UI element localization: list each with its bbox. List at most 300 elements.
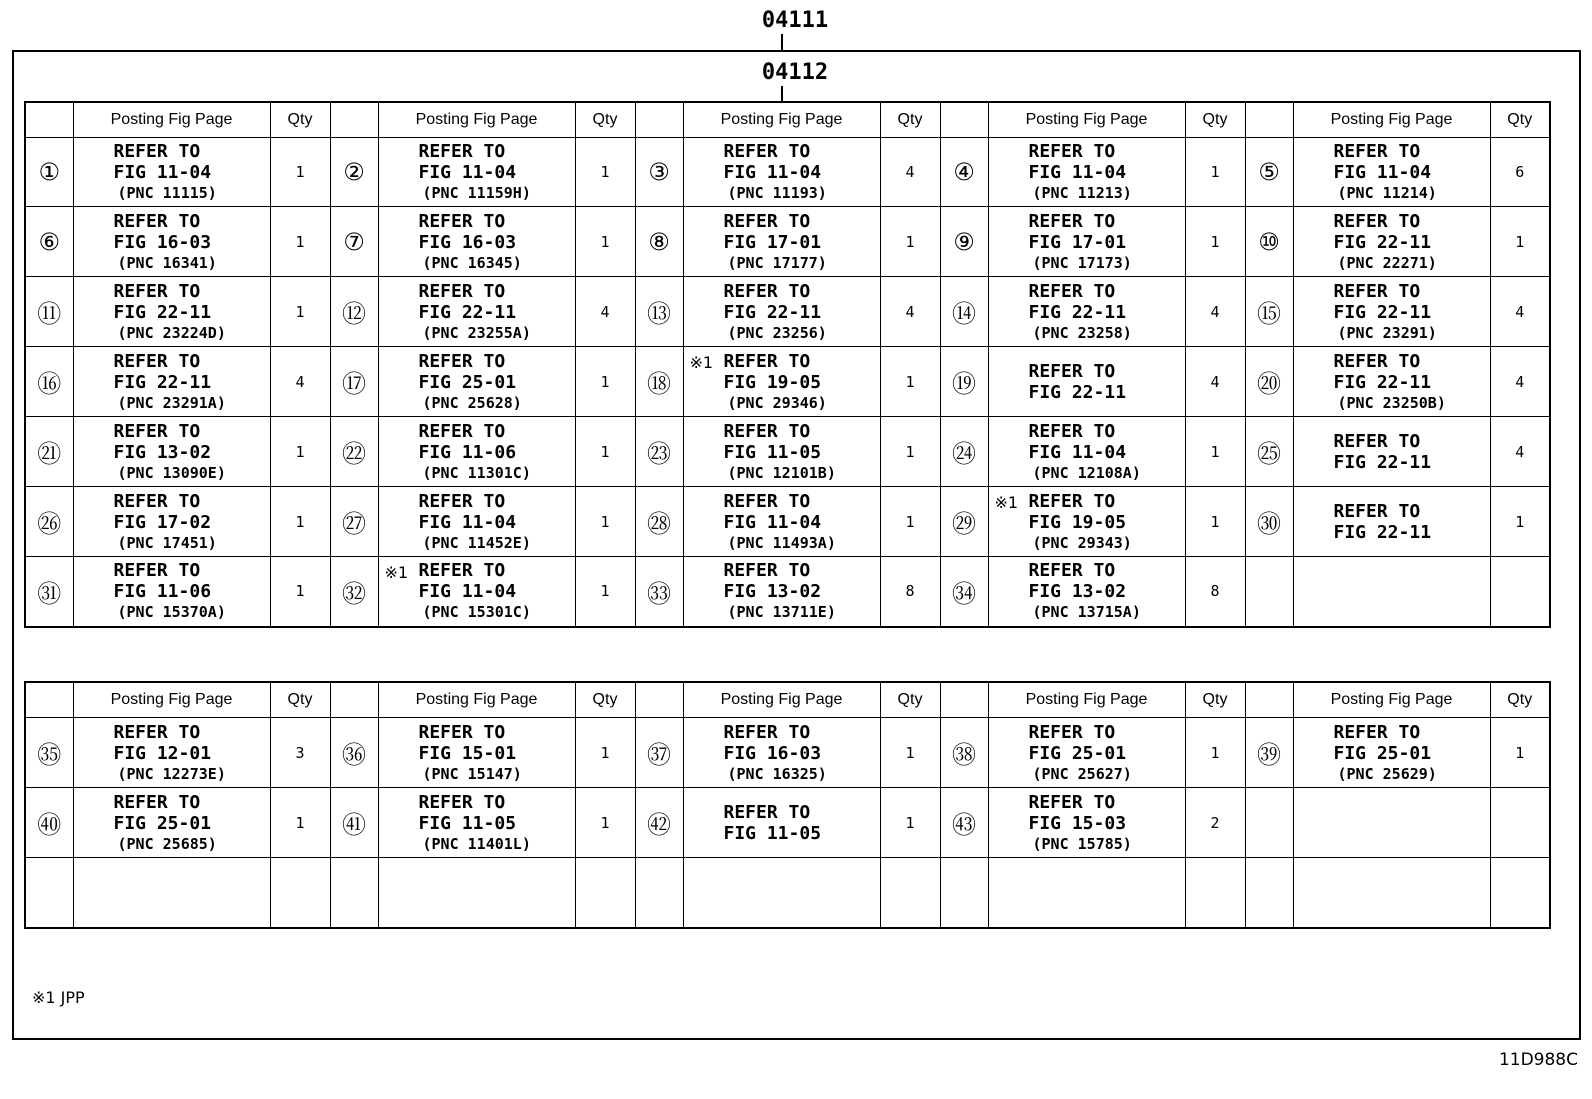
posting-fig-page-cell bbox=[1293, 207, 1490, 277]
header-qty: Qty bbox=[1185, 682, 1245, 718]
refer-to-text: REFER TO bbox=[113, 791, 201, 813]
pnc-number: (PNC 11401L) bbox=[422, 834, 531, 853]
item-number-cell bbox=[25, 417, 73, 487]
posting-fig-page-cell bbox=[988, 788, 1185, 858]
pnc-number: (PNC 15370A) bbox=[117, 603, 226, 622]
pnc-number: (PNC 12101B) bbox=[727, 463, 836, 482]
qty-cell: 1 bbox=[880, 207, 940, 277]
header-num-cell bbox=[25, 682, 73, 718]
fig-reference-link[interactable]: FIG 11-06 bbox=[113, 581, 212, 603]
item-callout-number[interactable]: ㉕ bbox=[1257, 440, 1281, 468]
item-callout-number[interactable]: ㊵ bbox=[37, 811, 62, 839]
refer-to-text: REFER TO bbox=[418, 791, 506, 813]
fig-reference-link[interactable]: FIG 25-01 bbox=[1028, 742, 1127, 764]
item-number-cell bbox=[1245, 788, 1293, 858]
fig-reference-link[interactable]: FIG 19-05 bbox=[723, 371, 822, 393]
qty-cell: 1 bbox=[1490, 487, 1550, 557]
refer-to-text: REFER TO bbox=[1028, 490, 1116, 512]
item-callout-number[interactable]: ⑩ bbox=[1258, 227, 1280, 256]
pnc-number: (PNC 25629) bbox=[1337, 764, 1437, 783]
item-callout-number[interactable]: ㉔ bbox=[952, 440, 976, 468]
refer-to-text: REFER TO bbox=[1028, 141, 1116, 162]
item-number-cell bbox=[1245, 207, 1293, 277]
top-code-leader bbox=[781, 34, 783, 50]
header-num-cell bbox=[635, 682, 683, 718]
pnc-number: (PNC 13715A) bbox=[1032, 603, 1141, 622]
fig-reference-link[interactable]: FIG 22-11 bbox=[1333, 371, 1432, 393]
refer-to-text: REFER TO bbox=[723, 210, 811, 232]
item-number-cell bbox=[1245, 858, 1293, 928]
posting-fig-page-cell bbox=[73, 207, 270, 277]
table-row bbox=[25, 487, 1550, 557]
item-callout-number[interactable]: ㊳ bbox=[952, 741, 976, 769]
fig-reference-link[interactable]: FIG 13-02 bbox=[723, 581, 822, 603]
posting-fig-page-cell bbox=[73, 417, 270, 487]
header-posting-fig-page: Posting Fig Page bbox=[73, 682, 270, 718]
qty-cell: 1 bbox=[270, 277, 330, 347]
header-qty: Qty bbox=[1490, 682, 1550, 718]
refer-to-text: REFER TO bbox=[1028, 280, 1116, 302]
pnc-number: (PNC 23255A) bbox=[422, 323, 531, 342]
refer-to-text: REFER TO bbox=[1333, 210, 1421, 232]
refer-to-text: REFER TO bbox=[723, 801, 811, 823]
refer-to-text: REFER TO bbox=[113, 560, 201, 582]
fig-reference-link[interactable]: FIG 22-11 bbox=[113, 301, 212, 323]
header-posting-fig-page: Posting Fig Page bbox=[988, 682, 1185, 718]
fig-reference-link[interactable]: FIG 13-02 bbox=[1028, 581, 1127, 603]
pnc-number: (PNC 23256) bbox=[727, 323, 827, 342]
fig-reference-link[interactable]: FIG 22-11 bbox=[1333, 521, 1432, 543]
item-callout-number[interactable]: ㉗ bbox=[342, 510, 366, 538]
posting-fig-page-cell bbox=[73, 277, 270, 347]
qty-cell: 3 bbox=[270, 718, 330, 788]
posting-fig-page-cell bbox=[1293, 138, 1490, 207]
fig-reference-link[interactable]: FIG 22-11 bbox=[1333, 451, 1432, 473]
pnc-number: (PNC 11159H) bbox=[422, 184, 531, 202]
qty-cell: 4 bbox=[1185, 277, 1245, 347]
fig-reference-link[interactable]: FIG 16-03 bbox=[418, 231, 517, 253]
qty-cell: 1 bbox=[575, 557, 635, 627]
posting-fig-page-cell bbox=[73, 347, 270, 417]
refer-to-text: REFER TO bbox=[723, 560, 811, 582]
posting-fig-page-cell bbox=[378, 417, 575, 487]
item-number-cell bbox=[940, 557, 988, 627]
posting-fig-page-cell bbox=[378, 788, 575, 858]
item-number-cell bbox=[1245, 557, 1293, 627]
item-callout-number[interactable]: ㊷ bbox=[647, 811, 671, 839]
posting-fig-page-cell bbox=[73, 788, 270, 858]
fig-reference-link[interactable]: FIG 17-02 bbox=[113, 511, 212, 533]
refer-to-text: REFER TO bbox=[1028, 560, 1116, 582]
fig-reference-link[interactable]: FIG 11-05 bbox=[418, 812, 517, 834]
item-number-cell bbox=[635, 557, 683, 627]
fig-reference-link[interactable]: FIG 11-04 bbox=[418, 162, 517, 183]
pnc-number: (PNC 11452E) bbox=[422, 533, 531, 552]
refer-to-text: REFER TO bbox=[1028, 420, 1116, 442]
item-callout-number[interactable]: ㉒ bbox=[342, 440, 366, 468]
pnc-number: (PNC 11214) bbox=[1337, 184, 1437, 202]
posting-fig-page-cell bbox=[378, 487, 575, 557]
header-num-cell bbox=[940, 682, 988, 718]
item-number-cell bbox=[25, 858, 73, 928]
item-callout-number[interactable]: ㉙ bbox=[952, 510, 976, 538]
refer-to-text: REFER TO bbox=[1028, 791, 1116, 813]
header-num-cell bbox=[25, 102, 73, 138]
table-header-row bbox=[25, 102, 1550, 138]
sub-part-code: 04112 bbox=[761, 60, 829, 85]
item-callout-number[interactable]: ⑳ bbox=[1257, 370, 1281, 398]
posting-fig-page-cell bbox=[1293, 347, 1490, 417]
refer-to-text: REFER TO bbox=[1333, 430, 1421, 452]
item-number-cell bbox=[635, 277, 683, 347]
posting-fig-page-cell bbox=[1293, 557, 1490, 627]
pnc-number: (PNC 17173) bbox=[1032, 253, 1132, 272]
table-header-row bbox=[25, 682, 1550, 718]
refer-to-text: REFER TO bbox=[418, 490, 506, 512]
pnc-number: (PNC 25628) bbox=[422, 393, 522, 412]
qty-cell bbox=[1490, 858, 1550, 928]
item-number-cell bbox=[25, 557, 73, 627]
item-callout-number[interactable]: ㉖ bbox=[37, 510, 62, 538]
item-number-cell bbox=[1245, 347, 1293, 417]
fig-reference-link[interactable]: FIG 11-05 bbox=[723, 441, 822, 463]
item-number-cell bbox=[635, 718, 683, 788]
refer-to-text: REFER TO bbox=[1333, 721, 1421, 743]
qty-cell: 8 bbox=[1185, 557, 1245, 627]
top-part-code: 04111 bbox=[761, 8, 829, 33]
header-num-cell bbox=[1245, 682, 1293, 718]
item-number-cell bbox=[635, 487, 683, 557]
qty-cell: 1 bbox=[270, 557, 330, 627]
pnc-number: (PNC 23291) bbox=[1337, 323, 1437, 342]
pnc-number: (PNC 15301C) bbox=[422, 603, 531, 622]
fig-reference-link[interactable]: FIG 11-05 bbox=[723, 822, 822, 844]
posting-fig-page-cell bbox=[1293, 487, 1490, 557]
fig-reference-link[interactable]: FIG 22-11 bbox=[1028, 381, 1127, 403]
pnc-number: (PNC 23250B) bbox=[1337, 393, 1446, 412]
fig-reference-link[interactable]: FIG 11-04 bbox=[723, 511, 822, 533]
item-number-cell bbox=[635, 138, 683, 207]
qty-cell: 1 bbox=[270, 207, 330, 277]
item-number-cell bbox=[330, 207, 378, 277]
item-callout-number[interactable]: ㉚ bbox=[1257, 510, 1281, 538]
pnc-number: (PNC 23291A) bbox=[117, 393, 226, 412]
pnc-number: (PNC 17177) bbox=[727, 253, 827, 272]
table-row bbox=[25, 417, 1550, 487]
fig-reference-link[interactable]: FIG 11-04 bbox=[418, 581, 517, 603]
refer-to-text: REFER TO bbox=[723, 490, 811, 512]
header-num-cell bbox=[1245, 102, 1293, 138]
header-posting-fig-page: Posting Fig Page bbox=[73, 102, 270, 138]
header-qty: Qty bbox=[575, 102, 635, 138]
qty-cell: 1 bbox=[575, 138, 635, 207]
fig-reference-link[interactable]: FIG 25-01 bbox=[418, 371, 517, 393]
posting-fig-page-cell bbox=[73, 858, 270, 928]
item-number-cell bbox=[940, 718, 988, 788]
item-number-cell bbox=[1245, 718, 1293, 788]
fig-reference-link[interactable]: FIG 17-01 bbox=[723, 231, 822, 253]
item-callout-number[interactable]: ⑭ bbox=[952, 300, 976, 328]
qty-cell: 1 bbox=[575, 417, 635, 487]
item-number-cell bbox=[635, 417, 683, 487]
item-callout-number[interactable]: ㊱ bbox=[342, 741, 366, 769]
qty-cell: 1 bbox=[880, 487, 940, 557]
table-row bbox=[25, 557, 1550, 627]
item-number-cell bbox=[25, 487, 73, 557]
qty-cell: 1 bbox=[575, 788, 635, 858]
item-callout-number[interactable]: ① bbox=[38, 158, 60, 186]
refer-to-text: REFER TO bbox=[113, 141, 201, 162]
fig-reference-link[interactable]: FIG 22-11 bbox=[418, 301, 517, 323]
item-number-cell bbox=[940, 487, 988, 557]
item-callout-number[interactable]: ② bbox=[343, 158, 365, 186]
item-callout-number[interactable]: ⑪ bbox=[37, 300, 62, 328]
refer-to-text: REFER TO bbox=[723, 721, 811, 743]
item-callout-number[interactable]: ⑥ bbox=[38, 227, 60, 256]
item-number-cell bbox=[25, 207, 73, 277]
posting-fig-page-cell bbox=[988, 487, 1185, 557]
illustration-code: 11D988C bbox=[1498, 1050, 1578, 1070]
posting-fig-page-cell bbox=[73, 718, 270, 788]
item-number-cell bbox=[635, 207, 683, 277]
item-callout-number[interactable]: ㊸ bbox=[952, 811, 976, 839]
item-callout-number[interactable]: ㉛ bbox=[37, 579, 62, 608]
qty-cell: 4 bbox=[1185, 347, 1245, 417]
item-callout-number[interactable]: ㊶ bbox=[342, 811, 366, 839]
item-number-cell bbox=[1245, 277, 1293, 347]
item-number-cell bbox=[635, 788, 683, 858]
header-qty: Qty bbox=[1185, 102, 1245, 138]
item-number-cell bbox=[330, 347, 378, 417]
item-callout-number[interactable]: ③ bbox=[648, 158, 670, 186]
posting-fig-page-cell bbox=[378, 718, 575, 788]
refer-to-text: REFER TO bbox=[723, 141, 811, 162]
header-qty: Qty bbox=[880, 682, 940, 718]
posting-fig-page-cell bbox=[683, 347, 880, 417]
refer-to-text: REFER TO bbox=[418, 141, 506, 162]
posting-fig-page-cell bbox=[378, 858, 575, 928]
qty-cell: 4 bbox=[1490, 347, 1550, 417]
posting-fig-page-cell bbox=[988, 277, 1185, 347]
posting-fig-page-cell bbox=[988, 858, 1185, 928]
header-posting-fig-page: Posting Fig Page bbox=[683, 682, 880, 718]
qty-cell: 1 bbox=[575, 347, 635, 417]
qty-cell: 1 bbox=[1185, 487, 1245, 557]
header-qty: Qty bbox=[880, 102, 940, 138]
pnc-number: (PNC 16345) bbox=[422, 253, 522, 272]
posting-fig-page-cell bbox=[683, 718, 880, 788]
item-callout-number[interactable]: ㉜ bbox=[342, 579, 366, 608]
header-qty: Qty bbox=[270, 102, 330, 138]
qty-cell: 1 bbox=[1185, 718, 1245, 788]
refer-to-text: REFER TO bbox=[113, 420, 201, 442]
header-posting-fig-page: Posting Fig Page bbox=[378, 682, 575, 718]
footnote-mark: ※1 bbox=[384, 563, 409, 582]
header-posting-fig-page: Posting Fig Page bbox=[378, 102, 575, 138]
fig-reference-link[interactable]: FIG 22-11 bbox=[1333, 231, 1432, 253]
qty-cell bbox=[880, 858, 940, 928]
item-number-cell bbox=[330, 277, 378, 347]
fig-reference-link[interactable]: FIG 11-06 bbox=[418, 441, 517, 463]
pnc-number: (PNC 11115) bbox=[117, 184, 217, 202]
header-posting-fig-page: Posting Fig Page bbox=[683, 102, 880, 138]
header-posting-fig-page: Posting Fig Page bbox=[1293, 682, 1490, 718]
posting-fig-page-cell bbox=[683, 417, 880, 487]
item-number-cell bbox=[940, 858, 988, 928]
fig-reference-link[interactable]: FIG 11-04 bbox=[113, 162, 212, 183]
refer-to-text: REFER TO bbox=[1028, 360, 1116, 382]
fig-reference-link[interactable]: FIG 11-04 bbox=[1028, 162, 1127, 183]
posting-fig-page-cell bbox=[683, 487, 880, 557]
qty-cell: 4 bbox=[880, 138, 940, 207]
item-callout-number[interactable]: ㉞ bbox=[952, 579, 976, 608]
item-callout-number[interactable]: ⑬ bbox=[647, 300, 671, 328]
refer-to-text: REFER TO bbox=[418, 210, 506, 232]
posting-fig-page-cell bbox=[683, 277, 880, 347]
qty-cell: 1 bbox=[880, 788, 940, 858]
refer-to-text: REFER TO bbox=[1333, 350, 1421, 372]
qty-cell: 4 bbox=[575, 277, 635, 347]
item-callout-number[interactable]: ⑱ bbox=[647, 370, 671, 398]
refer-to-text: REFER TO bbox=[113, 210, 201, 232]
qty-cell bbox=[1185, 858, 1245, 928]
item-callout-number[interactable]: ⑯ bbox=[37, 370, 62, 398]
fig-reference-link[interactable]: FIG 25-01 bbox=[1333, 742, 1432, 764]
header-num-cell bbox=[635, 102, 683, 138]
fig-reference-link[interactable]: FIG 19-05 bbox=[1028, 511, 1127, 533]
posting-fig-page-cell bbox=[73, 138, 270, 207]
item-number-cell bbox=[330, 417, 378, 487]
fig-reference-link[interactable]: FIG 15-03 bbox=[1028, 812, 1127, 834]
item-callout-number[interactable]: ⑮ bbox=[1257, 300, 1281, 328]
table-row bbox=[25, 347, 1550, 417]
item-number-cell bbox=[25, 138, 73, 207]
pnc-number: (PNC 12273E) bbox=[117, 764, 226, 783]
refer-to-text: REFER TO bbox=[1028, 210, 1116, 232]
posting-fig-page-cell bbox=[378, 347, 575, 417]
pnc-number: (PNC 29346) bbox=[727, 393, 827, 412]
item-callout-number[interactable]: ㉑ bbox=[37, 440, 62, 468]
qty-cell bbox=[575, 858, 635, 928]
qty-cell: 1 bbox=[270, 788, 330, 858]
item-callout-number[interactable]: ㊲ bbox=[647, 741, 671, 769]
fig-reference-link[interactable]: FIG 22-11 bbox=[113, 371, 212, 393]
qty-cell: 1 bbox=[1185, 417, 1245, 487]
posting-fig-page-cell bbox=[378, 138, 575, 207]
qty-cell bbox=[270, 858, 330, 928]
pnc-number: (PNC 23224D) bbox=[117, 323, 226, 342]
fig-reference-link[interactable]: FIG 11-04 bbox=[723, 162, 822, 183]
footnote-mark: ※1 bbox=[689, 353, 714, 372]
pnc-number: (PNC 13711E) bbox=[727, 603, 836, 622]
item-callout-number[interactable]: ㉘ bbox=[647, 510, 671, 538]
item-number-cell bbox=[330, 557, 378, 627]
posting-fig-page-cell bbox=[378, 277, 575, 347]
refer-to-text: REFER TO bbox=[1028, 721, 1116, 743]
item-number-cell bbox=[330, 718, 378, 788]
posting-fig-page-cell bbox=[683, 557, 880, 627]
item-callout-number[interactable]: ⑲ bbox=[952, 370, 976, 398]
pnc-number: (PNC 11301C) bbox=[422, 463, 531, 482]
fig-reference-link[interactable]: FIG 17-01 bbox=[1028, 231, 1127, 253]
refer-to-text: REFER TO bbox=[418, 280, 506, 302]
item-callout-number[interactable]: ㉝ bbox=[647, 579, 671, 608]
fig-reference-link[interactable]: FIG 15-01 bbox=[418, 742, 517, 764]
header-posting-fig-page: Posting Fig Page bbox=[1293, 102, 1490, 138]
qty-cell bbox=[1490, 557, 1550, 627]
pnc-number: (PNC 16341) bbox=[117, 253, 217, 272]
fig-reference-link[interactable]: FIG 25-01 bbox=[113, 812, 212, 834]
qty-cell: 4 bbox=[270, 347, 330, 417]
table-row bbox=[25, 788, 1550, 858]
fig-reference-link[interactable]: FIG 16-03 bbox=[113, 231, 212, 253]
pnc-number: (PNC 16325) bbox=[727, 764, 827, 783]
item-number-cell bbox=[330, 138, 378, 207]
item-callout-number[interactable]: ⑰ bbox=[342, 370, 366, 398]
posting-fig-page-cell bbox=[1293, 277, 1490, 347]
header-num-cell bbox=[330, 682, 378, 718]
qty-cell: 8 bbox=[880, 557, 940, 627]
item-callout-number[interactable]: ⑦ bbox=[343, 227, 365, 256]
qty-cell: 1 bbox=[880, 417, 940, 487]
item-callout-number[interactable]: ⑨ bbox=[953, 227, 975, 256]
fig-reference-link[interactable]: FIG 11-04 bbox=[1028, 441, 1127, 463]
fig-reference-link[interactable]: FIG 12-01 bbox=[113, 742, 212, 764]
refer-to-text: REFER TO bbox=[418, 350, 506, 372]
item-callout-number[interactable]: ㉟ bbox=[37, 741, 62, 769]
fig-reference-link[interactable]: FIG 16-03 bbox=[723, 742, 822, 764]
item-number-cell bbox=[940, 277, 988, 347]
table-row bbox=[25, 138, 1550, 207]
item-number-cell bbox=[940, 347, 988, 417]
pnc-number: (PNC 11193) bbox=[727, 184, 827, 202]
posting-fig-page-cell bbox=[683, 858, 880, 928]
item-callout-number[interactable]: ㊴ bbox=[1257, 741, 1281, 769]
pnc-number: (PNC 13090E) bbox=[117, 463, 226, 482]
item-callout-number[interactable]: ㉓ bbox=[647, 440, 671, 468]
refer-to-text: REFER TO bbox=[723, 280, 811, 302]
fig-reference-link[interactable]: FIG 22-11 bbox=[1028, 301, 1127, 323]
qty-cell: 1 bbox=[270, 138, 330, 207]
fig-reference-link[interactable]: FIG 22-11 bbox=[723, 301, 822, 323]
item-callout-number[interactable]: ⑧ bbox=[648, 227, 670, 256]
pnc-number: (PNC 23258) bbox=[1032, 323, 1132, 342]
fig-reference-link[interactable]: FIG 13-02 bbox=[113, 441, 212, 463]
qty-cell: 1 bbox=[575, 207, 635, 277]
qty-cell: 1 bbox=[575, 718, 635, 788]
refer-to-text: REFER TO bbox=[723, 350, 811, 372]
posting-fig-page-cell bbox=[683, 138, 880, 207]
item-number-cell bbox=[330, 858, 378, 928]
fig-reference-link[interactable]: FIG 22-11 bbox=[1333, 301, 1432, 323]
item-callout-number[interactable]: ⑫ bbox=[342, 300, 366, 328]
refer-to-text: REFER TO bbox=[1333, 141, 1421, 162]
pnc-number: (PNC 29343) bbox=[1032, 533, 1132, 552]
table-row bbox=[25, 718, 1550, 788]
item-number-cell bbox=[25, 788, 73, 858]
posting-fig-page-cell bbox=[988, 347, 1185, 417]
qty-cell: 2 bbox=[1185, 788, 1245, 858]
fig-reference-link[interactable]: FIG 11-04 bbox=[1333, 162, 1432, 183]
item-number-cell bbox=[1245, 138, 1293, 207]
item-number-cell bbox=[1245, 417, 1293, 487]
header-posting-fig-page: Posting Fig Page bbox=[988, 102, 1185, 138]
table-row bbox=[25, 277, 1550, 347]
qty-cell: 1 bbox=[1185, 207, 1245, 277]
item-callout-number[interactable]: ④ bbox=[953, 158, 975, 186]
fig-reference-link[interactable]: FIG 11-04 bbox=[418, 511, 517, 533]
item-callout-number[interactable]: ⑤ bbox=[1258, 158, 1280, 186]
